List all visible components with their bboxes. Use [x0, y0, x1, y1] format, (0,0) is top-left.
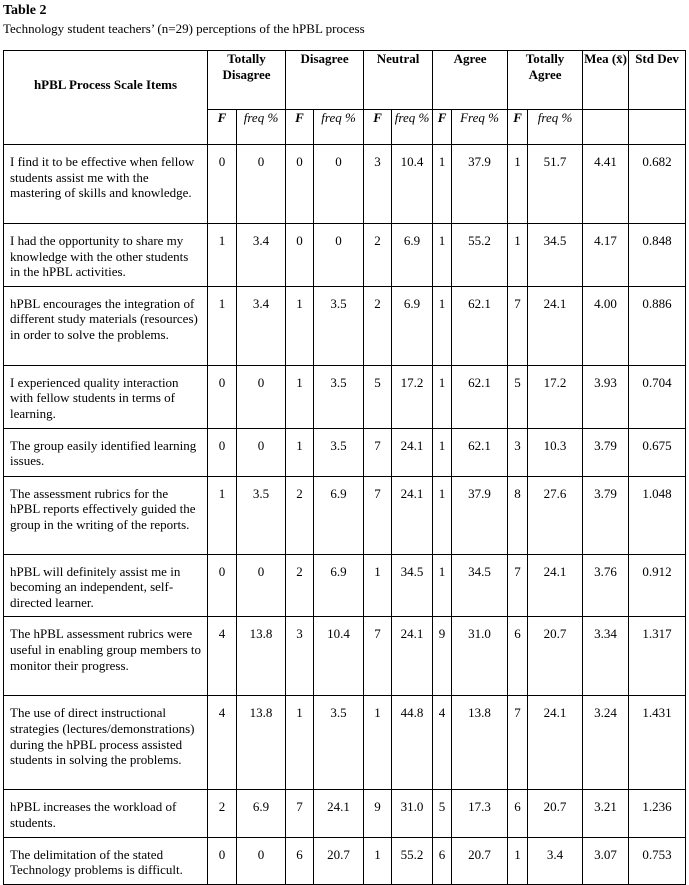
- cell-sd: 1.048: [629, 476, 686, 554]
- cell-value: 3.4: [528, 837, 583, 884]
- cell-value: 7: [364, 476, 392, 554]
- item-text: The assessment rubrics for the hPBL reports effectively guided the group in the writing of the reports.: [4, 476, 208, 554]
- cell-value: 9: [364, 790, 392, 837]
- table-row: [4, 696, 686, 790]
- header-neutral: Neutral: [364, 51, 433, 110]
- cell-value: 55.2: [452, 224, 508, 287]
- cell-value: 6.9: [392, 286, 433, 365]
- table-row: [4, 365, 686, 428]
- cell-value: 1: [286, 365, 314, 428]
- item-text: hPBL encourages the integration of different study materials (resources) in order to solve the problems.: [4, 286, 208, 365]
- cell-value: 1: [286, 286, 314, 365]
- cell-value: 2: [364, 224, 392, 287]
- cell-value: 34.5: [452, 554, 508, 617]
- cell-value: 3: [286, 617, 314, 696]
- cell-value: 37.9: [452, 476, 508, 554]
- cell-value: 37.9: [452, 145, 508, 224]
- cell-sd: 0.848: [629, 224, 686, 287]
- subheader-freq: freq %: [314, 110, 364, 145]
- cell-value: 3.5: [314, 286, 364, 365]
- cell-value: 1: [508, 145, 528, 224]
- cell-sd: 0.753: [629, 837, 686, 884]
- cell-value: 6.9: [392, 224, 433, 287]
- table-row: [4, 476, 686, 554]
- cell-value: 1: [286, 696, 314, 790]
- cell-sd: 1.236: [629, 790, 686, 837]
- header-totally-disagree: Totally Disagree: [208, 51, 286, 110]
- cell-value: 2: [286, 476, 314, 554]
- cell-sd: 0.886: [629, 286, 686, 365]
- subheader-f: F: [208, 110, 237, 145]
- cell-value: 10.3: [528, 428, 583, 476]
- subheader-freq: freq %: [528, 110, 583, 145]
- cell-value: 17.2: [392, 365, 433, 428]
- subheader-blank: [583, 110, 629, 145]
- cell-value: 3.5: [314, 428, 364, 476]
- cell-value: 3.4: [237, 224, 286, 287]
- cell-value: 7: [508, 286, 528, 365]
- subheader-freq: freq %: [392, 110, 433, 145]
- cell-value: 7: [364, 428, 392, 476]
- cell-value: 34.5: [392, 554, 433, 617]
- cell-mean: 3.79: [583, 428, 629, 476]
- cell-value: 24.1: [392, 617, 433, 696]
- cell-sd: 0.682: [629, 145, 686, 224]
- table-title: Technology student teachers’ (n=29) perceptions of the hPBL process: [3, 21, 365, 36]
- cell-value: 1: [508, 837, 528, 884]
- header-row: [4, 51, 686, 110]
- cell-value: 20.7: [528, 790, 583, 837]
- cell-value: 6.9: [237, 790, 286, 837]
- cell-value: 2: [286, 554, 314, 617]
- cell-value: 6: [286, 837, 314, 884]
- cell-value: 0: [237, 365, 286, 428]
- cell-sd: 1.431: [629, 696, 686, 790]
- subheader-f: F: [433, 110, 452, 145]
- cell-value: 13.8: [237, 617, 286, 696]
- item-text: The group easily identified learning issues.: [4, 428, 208, 476]
- cell-value: 1: [433, 224, 452, 287]
- cell-value: 6: [508, 790, 528, 837]
- cell-value: 0: [237, 145, 286, 224]
- cell-value: 0: [314, 145, 364, 224]
- cell-value: 6.9: [314, 554, 364, 617]
- header-mean: Mea (x̄): [583, 51, 629, 110]
- table-row: [4, 554, 686, 617]
- cell-value: 62.1: [452, 365, 508, 428]
- cell-value: 1: [364, 696, 392, 790]
- cell-mean: 3.21: [583, 790, 629, 837]
- cell-value: 1: [433, 286, 452, 365]
- cell-value: 0: [237, 554, 286, 617]
- table-body: [4, 145, 686, 885]
- cell-value: 7: [508, 554, 528, 617]
- header-agree: Agree: [433, 51, 508, 110]
- table-caption: [3, 2, 365, 37]
- header-sd: Std Dev: [629, 51, 686, 110]
- cell-mean: 4.00: [583, 286, 629, 365]
- cell-value: 0: [237, 428, 286, 476]
- cell-value: 1: [364, 554, 392, 617]
- cell-value: 34.5: [528, 224, 583, 287]
- cell-mean: 3.76: [583, 554, 629, 617]
- cell-value: 31.0: [452, 617, 508, 696]
- cell-mean: 3.79: [583, 476, 629, 554]
- cell-value: 17.2: [528, 365, 583, 428]
- item-text: The use of direct instructional strategies (lectures/demonstrations) during the hPBL process assisted students in solving the problems.: [4, 696, 208, 790]
- cell-value: 1: [433, 145, 452, 224]
- cell-mean: 3.24: [583, 696, 629, 790]
- cell-mean: 3.34: [583, 617, 629, 696]
- cell-value: 1: [508, 224, 528, 287]
- cell-sd: 0.912: [629, 554, 686, 617]
- cell-value: 1: [433, 554, 452, 617]
- cell-value: 24.1: [392, 428, 433, 476]
- cell-value: 5: [433, 790, 452, 837]
- cell-value: 4: [433, 696, 452, 790]
- cell-value: 0: [208, 428, 237, 476]
- table-row: [4, 617, 686, 696]
- cell-sd: 0.704: [629, 365, 686, 428]
- cell-mean: 3.93: [583, 365, 629, 428]
- subheader-freq: freq %: [237, 110, 286, 145]
- cell-value: 27.6: [528, 476, 583, 554]
- item-text: I find it to be effective when fellow students assist me with the mastering of skills and knowledge.: [4, 145, 208, 224]
- table-row: [4, 145, 686, 224]
- cell-value: 5: [508, 365, 528, 428]
- cell-value: 1: [208, 476, 237, 554]
- cell-value: 3.5: [237, 476, 286, 554]
- cell-value: 31.0: [392, 790, 433, 837]
- subheader-blank: [629, 110, 686, 145]
- header-disagree: Disagree: [286, 51, 364, 110]
- cell-value: 10.4: [314, 617, 364, 696]
- cell-value: 7: [364, 617, 392, 696]
- header-item: hPBL Process Scale Items: [4, 51, 208, 145]
- cell-value: 51.7: [528, 145, 583, 224]
- table-row: [4, 286, 686, 365]
- cell-value: 1: [208, 286, 237, 365]
- cell-value: 6: [433, 837, 452, 884]
- cell-value: 1: [433, 428, 452, 476]
- subheader-f: F: [508, 110, 528, 145]
- perceptions-table: [3, 50, 686, 885]
- cell-value: 5: [364, 365, 392, 428]
- item-text: hPBL increases the workload of students.: [4, 790, 208, 837]
- table-row: [4, 837, 686, 884]
- cell-value: 17.3: [452, 790, 508, 837]
- cell-value: 3: [364, 145, 392, 224]
- subheader-freq: Freq %: [452, 110, 508, 145]
- cell-value: 0: [208, 145, 237, 224]
- cell-value: 62.1: [452, 428, 508, 476]
- table-number: Table 2: [3, 3, 47, 18]
- table-row: [4, 428, 686, 476]
- cell-value: 3.5: [314, 696, 364, 790]
- cell-value: 24.1: [314, 790, 364, 837]
- cell-value: 0: [286, 224, 314, 287]
- cell-value: 9: [433, 617, 452, 696]
- cell-value: 20.7: [314, 837, 364, 884]
- cell-value: 7: [286, 790, 314, 837]
- cell-value: 6: [508, 617, 528, 696]
- table-row: [4, 790, 686, 837]
- item-text: I had the opportunity to share my knowledge with the other students in the hPBL activities.: [4, 224, 208, 287]
- cell-sd: 1.317: [629, 617, 686, 696]
- cell-value: 1: [433, 365, 452, 428]
- cell-value: 0: [208, 837, 237, 884]
- cell-value: 3.5: [314, 365, 364, 428]
- cell-sd: 0.675: [629, 428, 686, 476]
- cell-value: 20.7: [528, 617, 583, 696]
- cell-value: 0: [314, 224, 364, 287]
- cell-value: 6.9: [314, 476, 364, 554]
- cell-value: 10.4: [392, 145, 433, 224]
- item-text: The hPBL assessment rubrics were useful in enabling group members to monitor their progress.: [4, 617, 208, 696]
- cell-value: 1: [364, 837, 392, 884]
- header-totally-agree: Totally Agree: [508, 51, 583, 110]
- cell-value: 7: [508, 696, 528, 790]
- item-text: The delimitation of the stated Technology problems is difficult.: [4, 837, 208, 884]
- cell-value: 44.8: [392, 696, 433, 790]
- cell-value: 2: [364, 286, 392, 365]
- table-row: [4, 224, 686, 287]
- cell-value: 24.1: [528, 286, 583, 365]
- cell-value: 24.1: [392, 476, 433, 554]
- cell-value: 8: [508, 476, 528, 554]
- cell-mean: 4.17: [583, 224, 629, 287]
- cell-value: 3: [508, 428, 528, 476]
- cell-value: 1: [208, 224, 237, 287]
- cell-value: 0: [208, 365, 237, 428]
- cell-value: 62.1: [452, 286, 508, 365]
- cell-value: 1: [286, 428, 314, 476]
- item-text: hPBL will definitely assist me in becoming an independent, self-directed learner.: [4, 554, 208, 617]
- cell-value: 0: [237, 837, 286, 884]
- cell-value: 24.1: [528, 554, 583, 617]
- cell-mean: 4.41: [583, 145, 629, 224]
- cell-value: 4: [208, 696, 237, 790]
- subheader-f: F: [364, 110, 392, 145]
- cell-value: 0: [208, 554, 237, 617]
- cell-value: 1: [433, 476, 452, 554]
- cell-value: 3.4: [237, 286, 286, 365]
- cell-value: 2: [208, 790, 237, 837]
- cell-value: 0: [286, 145, 314, 224]
- cell-value: 4: [208, 617, 237, 696]
- cell-value: 20.7: [452, 837, 508, 884]
- item-text: I experienced quality interaction with fellow students in terms of learning.: [4, 365, 208, 428]
- subheader-f: F: [286, 110, 314, 145]
- cell-value: 24.1: [528, 696, 583, 790]
- cell-value: 55.2: [392, 837, 433, 884]
- cell-value: 13.8: [237, 696, 286, 790]
- cell-mean: 3.07: [583, 837, 629, 884]
- cell-value: 13.8: [452, 696, 508, 790]
